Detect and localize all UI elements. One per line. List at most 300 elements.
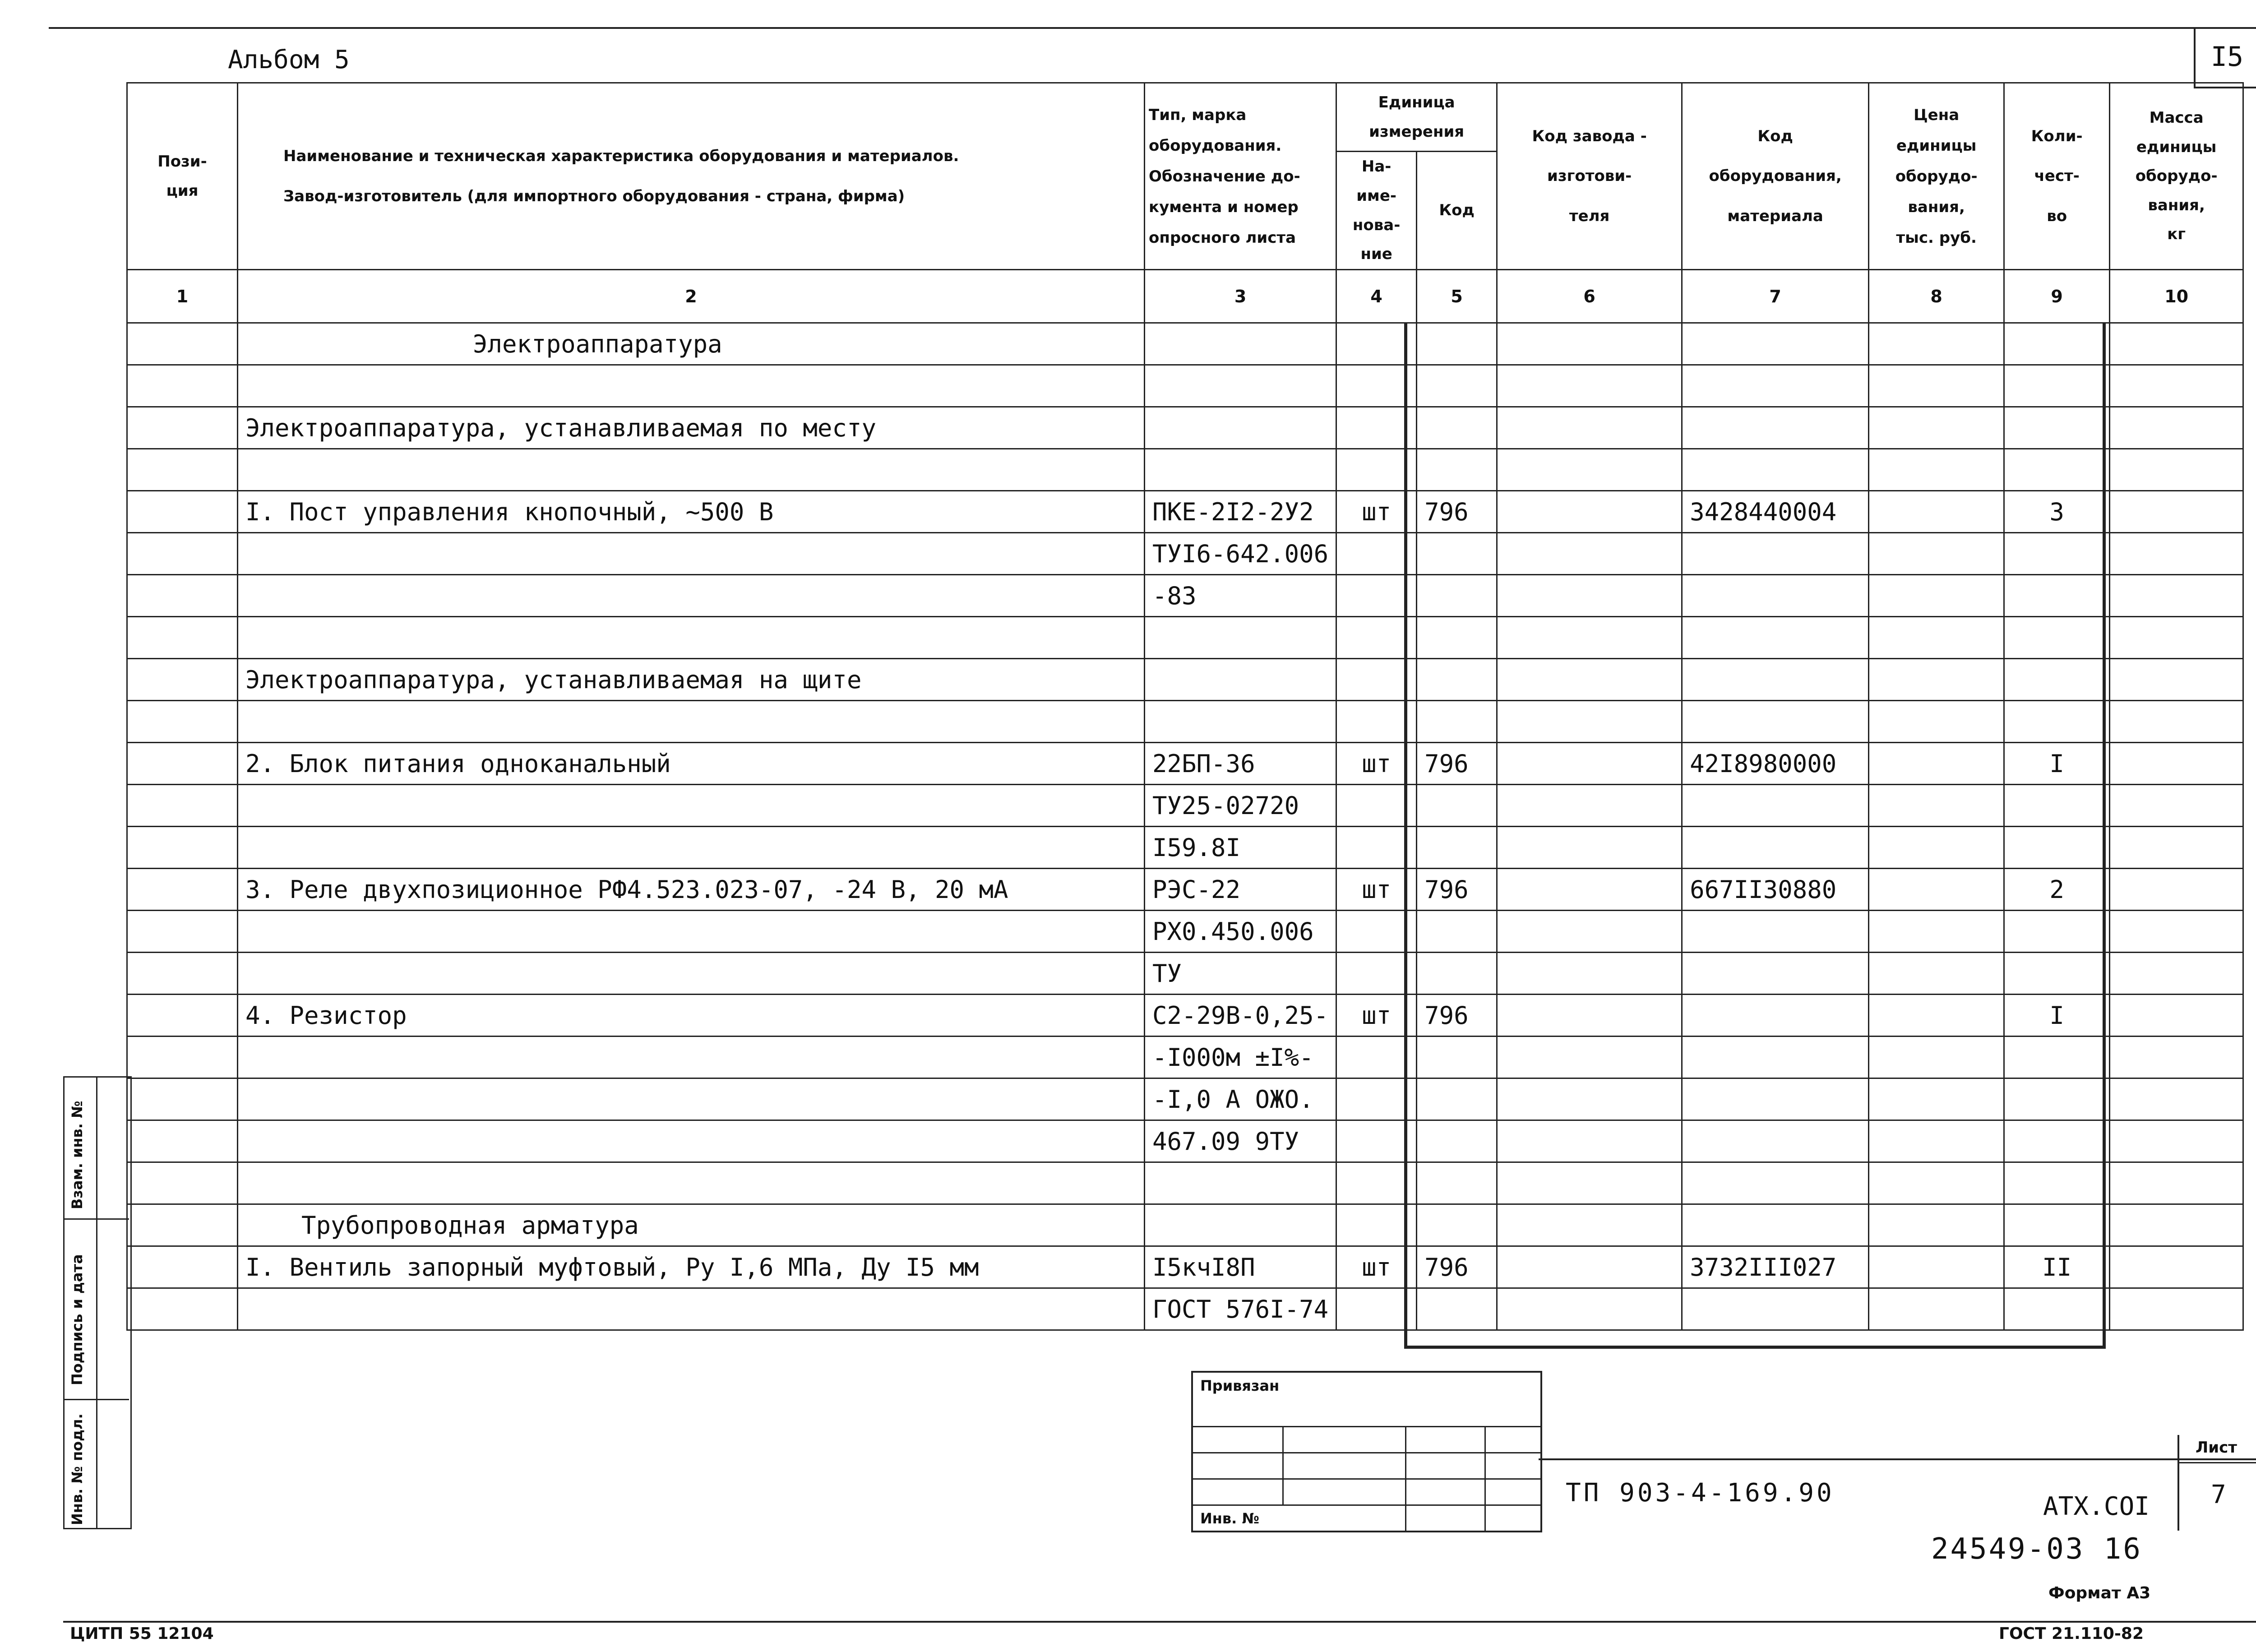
row-price (1869, 827, 2004, 869)
row-factory-code (1497, 449, 1682, 491)
col-header-type (1145, 83, 1336, 270)
row-equipment-code (1682, 911, 1869, 953)
row-type (1145, 407, 1336, 449)
row-position (127, 911, 238, 953)
row-name: Электроаппаратура, устанавливаемая по месту (238, 407, 1145, 449)
row-type: -I000м ±I%- (1145, 1037, 1336, 1078)
col-header-position-text: Пози- ция (157, 152, 207, 200)
row-unit-code (1417, 449, 1497, 491)
table-row (127, 575, 2243, 617)
binding-stamp (1191, 1371, 1542, 1532)
thick-outline-bottom (1404, 1346, 2106, 1349)
table-row (127, 659, 2243, 701)
row-equipment-code (1682, 533, 1869, 575)
thick-outline-right (2103, 323, 2106, 1347)
thick-outline-left (1404, 323, 1407, 1347)
row-unit-code (1417, 617, 1497, 659)
row-equipment-code (1682, 407, 1869, 449)
col-header-unit-group-text: Единица измерения (1369, 93, 1465, 141)
row-type: I5кчI8П (1145, 1246, 1336, 1288)
row-mass (2110, 323, 2243, 365)
table-row (127, 617, 2243, 659)
stamp-vline (1405, 1426, 1406, 1531)
row-factory-code (1497, 785, 1682, 827)
row-quantity (2004, 659, 2110, 701)
row-type: ТУ (1145, 953, 1336, 995)
row-equipment-code (1682, 785, 1869, 827)
specification-body (127, 323, 2243, 1330)
row-factory-code (1497, 1204, 1682, 1246)
col-header-name-text: Наименование и техническая характеристика оборудования и материалов. Завод-изготовитель (для импортного оборудования - страна, фирма) (283, 147, 959, 205)
col-header-code-text: Код оборудования, материала (1709, 127, 1842, 225)
row-factory-code (1497, 701, 1682, 743)
row-type (1145, 659, 1336, 701)
row-name (238, 701, 1145, 743)
stamp-line (1193, 1426, 1540, 1427)
row-quantity: II (2004, 1246, 2110, 1288)
row-factory-code (1497, 323, 1682, 365)
row-factory-code (1497, 659, 1682, 701)
col-header-price-text: Цена единицы оборудо- вания, тыс. руб. (1895, 106, 1978, 247)
row-equipment-code (1682, 365, 1869, 407)
row-unit: шт (1336, 995, 1417, 1037)
row-equipment-code (1682, 323, 1869, 365)
side-label-inv-podl: Инв. № подл. (69, 1413, 86, 1525)
frame-bottom-line (63, 1621, 2256, 1623)
row-quantity: I (2004, 995, 2110, 1037)
row-position (127, 449, 238, 491)
row-unit-code (1417, 1162, 1497, 1204)
col-number: 10 (2110, 270, 2243, 323)
row-quantity (2004, 323, 2110, 365)
row-factory-code (1497, 365, 1682, 407)
row-mass (2110, 1120, 2243, 1162)
row-position (127, 659, 238, 701)
row-name: 2. Блок питания одноканальный (238, 743, 1145, 785)
row-type: ТУI6-642.006 (1145, 533, 1336, 575)
side-label-vzam: Взам. инв. № (69, 1101, 86, 1209)
col-header-qty (2004, 83, 2110, 270)
row-price (1869, 785, 2004, 827)
sheet-box-divider (2179, 1462, 2256, 1463)
table-row (127, 953, 2243, 995)
row-quantity (2004, 533, 2110, 575)
row-name (238, 953, 1145, 995)
row-name (238, 533, 1145, 575)
table-row (127, 1162, 2243, 1204)
row-mass (2110, 617, 2243, 659)
row-price (1869, 1078, 2004, 1120)
stamp-privyazan: Привязан (1200, 1377, 1280, 1394)
row-factory-code (1497, 407, 1682, 449)
row-quantity: 3 (2004, 491, 2110, 533)
row-mass (2110, 1288, 2243, 1330)
row-unit-code (1417, 953, 1497, 995)
row-quantity (2004, 911, 2110, 953)
row-price (1869, 407, 2004, 449)
row-price (1869, 701, 2004, 743)
row-price (1869, 911, 2004, 953)
sheet-number: 7 (2211, 1480, 2226, 1509)
album-label: Альбом 5 (228, 45, 350, 74)
row-equipment-code (1682, 995, 1869, 1037)
row-position (127, 323, 238, 365)
table-row (127, 1204, 2243, 1246)
row-mass (2110, 1204, 2243, 1246)
row-position (127, 1037, 238, 1078)
row-equipment-code: 3732III027 (1682, 1246, 1869, 1288)
row-type (1145, 1162, 1336, 1204)
row-quantity (2004, 575, 2110, 617)
row-quantity (2004, 1120, 2110, 1162)
row-price (1869, 1037, 2004, 1078)
row-name (238, 575, 1145, 617)
row-price (1869, 365, 2004, 407)
row-type: ТУ25-02720 (1145, 785, 1336, 827)
row-unit: шт (1336, 491, 1417, 533)
handwritten-number: 24549-03 16 (1931, 1532, 2142, 1566)
row-mass (2110, 659, 2243, 701)
col-header-unit-group (1336, 83, 1497, 152)
row-mass (2110, 953, 2243, 995)
row-name (238, 1120, 1145, 1162)
row-equipment-code (1682, 1037, 1869, 1078)
col-number: 3 (1145, 270, 1336, 323)
row-quantity (2004, 449, 2110, 491)
row-equipment-code (1682, 1204, 1869, 1246)
row-price (1869, 869, 2004, 911)
row-unit-code (1417, 1288, 1497, 1330)
row-factory-code (1497, 575, 1682, 617)
col-number: 7 (1682, 270, 1869, 323)
sheet-label: Лист (2196, 1439, 2237, 1457)
table-row (127, 1246, 2243, 1288)
stamp-inv-no: Инв. № (1200, 1510, 1259, 1527)
row-mass (2110, 995, 2243, 1037)
row-mass (2110, 407, 2243, 449)
side-label-podpis: Подпись и дата (69, 1254, 86, 1385)
row-quantity (2004, 1162, 2110, 1204)
row-position (127, 1288, 238, 1330)
table-row (127, 365, 2243, 407)
row-name: 4. Резистор (238, 995, 1145, 1037)
row-name (238, 449, 1145, 491)
table-row (127, 323, 2243, 365)
row-unit-code (1417, 911, 1497, 953)
row-type: -83 (1145, 575, 1336, 617)
row-position (127, 1162, 238, 1204)
row-unit: шт (1336, 743, 1417, 785)
row-quantity: 2 (2004, 869, 2110, 911)
row-unit-code (1417, 533, 1497, 575)
row-type: -I,0 А ОЖО. (1145, 1078, 1336, 1120)
row-factory-code (1497, 491, 1682, 533)
row-unit-code (1417, 1078, 1497, 1120)
page-number: I5 (2194, 27, 2256, 88)
row-type: РХ0.450.006 (1145, 911, 1336, 953)
row-equipment-code (1682, 701, 1869, 743)
stamp-line (1193, 1478, 1540, 1480)
table-row (127, 491, 2243, 533)
row-mass (2110, 743, 2243, 785)
table-row (127, 869, 2243, 911)
row-unit: шт (1336, 869, 1417, 911)
col-header-mass (2110, 83, 2243, 270)
row-unit-code: 796 (1417, 1246, 1497, 1288)
table-row (127, 407, 2243, 449)
row-quantity (2004, 365, 2110, 407)
row-price (1869, 1162, 2004, 1204)
row-factory-code (1497, 1078, 1682, 1120)
row-name (238, 827, 1145, 869)
project-code: ТП 903-4-169.90 (1566, 1478, 1835, 1508)
row-quantity (2004, 953, 2110, 995)
table-row (127, 1078, 2243, 1120)
row-mass (2110, 1246, 2243, 1288)
row-position (127, 995, 238, 1037)
col-number: 2 (238, 270, 1145, 323)
frame-top-line (49, 27, 2256, 29)
row-position (127, 365, 238, 407)
row-unit-code (1417, 407, 1497, 449)
row-type: 22БП-36 (1145, 743, 1336, 785)
row-type (1145, 1204, 1336, 1246)
row-quantity (2004, 827, 2110, 869)
row-price (1869, 659, 2004, 701)
row-type (1145, 365, 1336, 407)
side-strip-divider (63, 1218, 129, 1220)
row-name: Трубопроводная арматура (238, 1204, 1145, 1246)
row-unit-code (1417, 575, 1497, 617)
stamp-line (1193, 1452, 1540, 1453)
row-quantity (2004, 701, 2110, 743)
col-header-unit-code-text: Код (1439, 201, 1475, 220)
row-mass (2110, 869, 2243, 911)
row-price (1869, 1246, 2004, 1288)
row-price (1869, 1288, 2004, 1330)
col-number: 9 (2004, 270, 2110, 323)
row-unit-code (1417, 1120, 1497, 1162)
row-quantity: I (2004, 743, 2110, 785)
row-factory-code (1497, 1120, 1682, 1162)
row-unit: шт (1336, 1246, 1417, 1288)
row-position (127, 407, 238, 449)
table-row (127, 1037, 2243, 1078)
row-position (127, 869, 238, 911)
row-factory-code (1497, 995, 1682, 1037)
row-equipment-code (1682, 953, 1869, 995)
row-position (127, 743, 238, 785)
sheet-box (2177, 1435, 2256, 1531)
row-position (127, 1204, 238, 1246)
row-position (127, 785, 238, 827)
row-unit-code: 796 (1417, 743, 1497, 785)
row-position (127, 701, 238, 743)
row-name: Электроаппаратура, устанавливаемая на щите (238, 659, 1145, 701)
row-quantity (2004, 1078, 2110, 1120)
row-price (1869, 1204, 2004, 1246)
table-row (127, 1288, 2243, 1330)
row-equipment-code: 3428440004 (1682, 491, 1869, 533)
row-type: С2-29В-0,25- (1145, 995, 1336, 1037)
row-position (127, 1120, 238, 1162)
row-price (1869, 491, 2004, 533)
row-position (127, 1078, 238, 1120)
row-type: ПКЕ-2I2-2У2 (1145, 491, 1336, 533)
row-price (1869, 575, 2004, 617)
row-quantity (2004, 1204, 2110, 1246)
format-label: Формат А3 (2048, 1584, 2151, 1602)
row-equipment-code: 42I8980000 (1682, 743, 1869, 785)
row-mass (2110, 1037, 2243, 1078)
row-unit-code (1417, 1037, 1497, 1078)
row-name (238, 1078, 1145, 1120)
row-factory-code (1497, 1162, 1682, 1204)
table-row (127, 1120, 2243, 1162)
col-number: 6 (1497, 270, 1682, 323)
row-position (127, 575, 238, 617)
col-header-position (127, 83, 238, 270)
row-mass (2110, 365, 2243, 407)
row-price (1869, 449, 2004, 491)
col-header-factory (1497, 83, 1682, 270)
row-position (127, 953, 238, 995)
row-price (1869, 743, 2004, 785)
col-header-unit-name (1336, 152, 1417, 270)
row-mass (2110, 533, 2243, 575)
row-name: Электроаппаратура (238, 323, 1145, 365)
row-price (1869, 953, 2004, 995)
row-equipment-code (1682, 1162, 1869, 1204)
col-header-mass-text: Масса единицы оборудо- вания, кг (2135, 109, 2218, 244)
col-number: 8 (1869, 270, 2004, 323)
citp-label: ЦИТП 55 12104 (70, 1624, 214, 1643)
row-factory-code (1497, 869, 1682, 911)
row-equipment-code (1682, 1120, 1869, 1162)
row-mass (2110, 491, 2243, 533)
row-unit-code (1417, 785, 1497, 827)
row-quantity (2004, 407, 2110, 449)
row-quantity (2004, 617, 2110, 659)
row-name (238, 1288, 1145, 1330)
row-equipment-code: 667II30880 (1682, 869, 1869, 911)
row-type: РЭС-22 (1145, 869, 1336, 911)
row-unit-code: 796 (1417, 869, 1497, 911)
row-mass (2110, 575, 2243, 617)
row-name: I. Пост управления кнопочный, ~500 В (238, 491, 1145, 533)
row-quantity (2004, 1288, 2110, 1330)
row-type (1145, 323, 1336, 365)
row-unit-code (1417, 827, 1497, 869)
row-unit-code (1417, 659, 1497, 701)
table-row (127, 995, 2243, 1037)
row-unit-code (1417, 365, 1497, 407)
col-header-code (1682, 83, 1869, 270)
col-header-unit-code (1417, 152, 1497, 270)
specification-table (126, 82, 2244, 1331)
row-factory-code (1497, 533, 1682, 575)
row-type: 467.09 9ТУ (1145, 1120, 1336, 1162)
row-price (1869, 995, 2004, 1037)
row-price (1869, 533, 2004, 575)
row-type (1145, 617, 1336, 659)
table-row (127, 449, 2243, 491)
row-unit-code (1417, 701, 1497, 743)
row-factory-code (1497, 953, 1682, 995)
table-row (127, 701, 2243, 743)
row-name (238, 365, 1145, 407)
row-factory-code (1497, 1288, 1682, 1330)
col-header-type-text: Тип, марка оборудования. Обозначение до- кумента и номер опросного листа (1149, 106, 1300, 247)
col-header-unit-name-text: На- име- нова- ние (1352, 157, 1401, 264)
col-number: 1 (127, 270, 238, 323)
table-row (127, 743, 2243, 785)
row-unit-code (1417, 323, 1497, 365)
row-quantity (2004, 1037, 2110, 1078)
col-number: 4 (1336, 270, 1417, 323)
row-unit-code: 796 (1417, 995, 1497, 1037)
row-unit-code: 796 (1417, 491, 1497, 533)
row-type: ГОСТ 576I-74 (1145, 1288, 1336, 1330)
row-position (127, 491, 238, 533)
row-name: I. Вентиль запорный муфтовый, Ру I,6 МПа, Ду I5 мм (238, 1246, 1145, 1288)
col-header-qty-text: Коли- чест- во (2031, 127, 2083, 225)
row-factory-code (1497, 743, 1682, 785)
row-name (238, 1037, 1145, 1078)
col-number: 5 (1417, 270, 1497, 323)
row-mass (2110, 701, 2243, 743)
col-header-price (1869, 83, 2004, 270)
title-block (1539, 1439, 2256, 1531)
document-code: АТХ.СОI (2043, 1492, 2150, 1521)
stamp-line (1193, 1504, 1540, 1506)
row-price (1869, 323, 2004, 365)
row-equipment-code (1682, 827, 1869, 869)
row-equipment-code (1682, 1288, 1869, 1330)
row-type (1145, 449, 1336, 491)
table-row (127, 785, 2243, 827)
row-mass (2110, 785, 2243, 827)
row-factory-code (1497, 911, 1682, 953)
row-quantity (2004, 785, 2110, 827)
row-mass (2110, 1078, 2243, 1120)
row-name (238, 617, 1145, 659)
row-unit-code (1417, 1204, 1497, 1246)
row-type (1145, 701, 1336, 743)
col-header-factory-text: Код завода - изготови- теля (1532, 127, 1647, 225)
row-name: 3. Реле двухпозиционное РФ4.523.023-07, -24 В, 20 мА (238, 869, 1145, 911)
row-equipment-code (1682, 1078, 1869, 1120)
row-position (127, 827, 238, 869)
row-mass (2110, 449, 2243, 491)
row-price (1869, 1120, 2004, 1162)
stamp-vline (1282, 1426, 1284, 1504)
row-factory-code (1497, 827, 1682, 869)
stamp-vline (1484, 1426, 1486, 1531)
row-mass (2110, 1162, 2243, 1204)
table-row (127, 533, 2243, 575)
row-name (238, 1162, 1145, 1204)
table-row (127, 827, 2243, 869)
row-factory-code (1497, 1246, 1682, 1288)
row-position (127, 533, 238, 575)
row-factory-code (1497, 1037, 1682, 1078)
row-mass (2110, 911, 2243, 953)
row-price (1869, 617, 2004, 659)
side-strip-divider (63, 1399, 129, 1400)
row-position (127, 617, 238, 659)
row-type: I59.8I (1145, 827, 1336, 869)
